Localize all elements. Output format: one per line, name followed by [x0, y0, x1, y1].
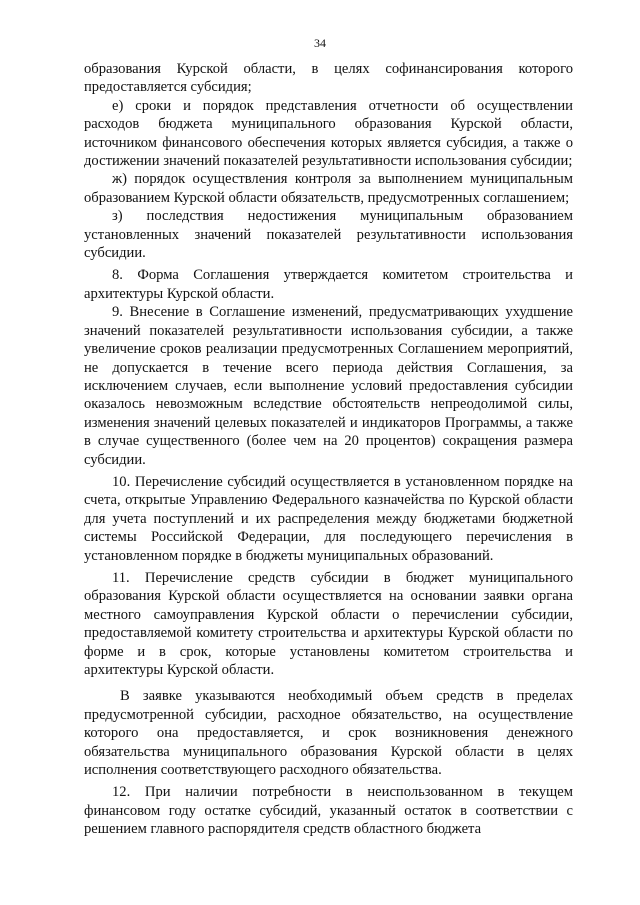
paragraph-item-z: з) последствия недостижения муниципальным образованием установленных значений показателей результативности использования субсидии. [84, 208, 573, 262]
paragraph-11: 11. Перечисление средств субсидии в бюджет муниципального образования Курской области осуществляется на основании заявки органа местного самоуправления Курской области о перечислении субсидии, предоставляемой комитету строительства и архитектуры Курской области по форме и в срок, которые установлены комитетом строительства и архитектуры Курской области. [84, 569, 573, 678]
paragraph-8: 8. Форма Соглашения утверждается комитетом строительства и архитектуры Курской области. [84, 267, 573, 302]
paragraph-item-zh: ж) порядок осуществления контроля за выполнением муниципальным образованием Курской области обязательств, предусмотренных соглашением; [84, 171, 573, 206]
paragraph-10: 10. Перечисление субсидий осуществляется в установленном порядке на счета, открытые Управлению Федерального казначейства по Курской области для учета поступлений и их распределения между бюджетами бюджетной системы Российской Федерации, для последующего перечисления в установленном порядке в бюджеты муниципальных образований. [84, 473, 573, 564]
document-body [84, 60, 573, 839]
paragraph-application: В заявке указываются необходимый объем средств в пределах предусмотренной субсидии, расходное обязательство, на осуществление которого она предоставляется, и срок возникновения денежного обязательства муниципального образования Курской области в целях исполнения соответствующего расходного обязательства. [84, 688, 573, 779]
paragraph-12: 12. При наличии потребности в неиспользованном в текущем финансовом году остатке субсидий, указанный остаток в соответствии с решением главного распорядителя средств областного бюджета [84, 784, 573, 838]
paragraph-item-e: е) сроки и порядок представления отчетности об осуществлении расходов бюджета муниципального образования Курской области, источником финансового обеспечения которых является субсидия, а также о достижении значений показателей результативности использования субсидии; [84, 97, 573, 170]
paragraph-continuation: образования Курской области, в целях софинансирования которого предоставляется субсидия; [84, 61, 573, 96]
page-number: 34 [314, 36, 326, 50]
paragraph-9: 9. Внесение в Соглашение изменений, предусматривающих ухудшение значений показателей результативности использования субсидии, а также увеличение сроков реализации предусмотренных Соглашением мероприятий, не допускается в течение всего периода действия Соглашения, за исключением случаев, если выполнение условий предоставления субсидии оказалось невозможным вследствие обстоятельств непреодолимой силы, изменения значений целевых показателей и индикаторов Программы, а также в случае существенного (более чем на 20 процентов) сокращения размера субсидии. [84, 304, 573, 468]
